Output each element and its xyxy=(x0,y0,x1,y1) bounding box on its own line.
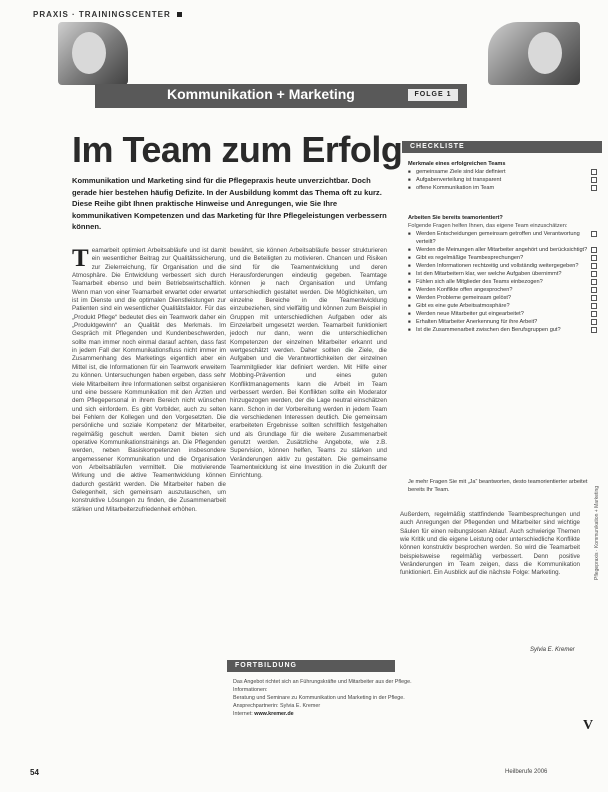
checklist-section-2-subtitle: Folgende Fragen helfen Ihnen, das eigene Team einzuschätzen: xyxy=(408,223,568,229)
checklist-item: ■ Werden Konflikte offen angesprochen? xyxy=(416,286,591,294)
fortbildung-line: Beratung und Seminare zu Kommunikation und Marketing in der Pflege. xyxy=(233,695,405,701)
checklist-item: ■ Werden Informationen rechtzeitig und vollständig weitergegeben? xyxy=(416,262,591,270)
checklist-item: ■ gemeinsame Ziele sind klar definiert xyxy=(416,168,591,176)
running-head-marker xyxy=(177,12,182,17)
article-column-1 xyxy=(72,247,226,514)
checklist-section-2-title: Arbeiten Sie bereits teamorientiert? xyxy=(408,215,503,221)
article-column-2 xyxy=(230,247,387,481)
running-head-text: PRAXIS · TRAININGSCENTER xyxy=(33,10,171,19)
fortbildung-line: Ansprechpartnerin: Sylvia E. Kremer xyxy=(233,703,321,709)
face-shape xyxy=(72,32,106,74)
checklist-item: ■ Werden die Meinungen aller Mitarbeiter angehört und berücksichtigt? xyxy=(416,246,591,254)
checklist-section-2 xyxy=(408,214,591,334)
checklist-item: ■ Fühlen sich alle Mitglieder des Teams einbezogen? xyxy=(416,278,591,286)
series-badge: FOLGE 1 xyxy=(408,89,458,101)
checklist-conclusion: Je mehr Fragen Sie mit „Ja“ beantworten, desto teamorientierter arbeitet bereits Ihr Team. xyxy=(408,479,588,493)
checklist-item: ■ Werden neue Mitarbeiter gut eingearbeitet? xyxy=(416,310,591,318)
fortbildung-body xyxy=(233,678,588,718)
header-photo-right xyxy=(488,22,580,85)
fortbildung-line: Informationen: xyxy=(233,687,268,693)
checklist-section-1 xyxy=(408,160,591,192)
checklist-item: ■ offene Kommunikation im Team xyxy=(416,184,591,192)
column-2-text: bewährt, sie können Arbeitsabläufe besser strukturieren und die Beteiligten zu motivieren. Chancen und Risiken sind für die Teamentwicklung und deren Herausforderungen eindeutig gegeben. Teamtage können je nach Organisation und Umfang unterschiedlich gestaltet werden. Die Möglichkeiten, um einzelne Bereiche in die Teamentwicklung einzubeziehen, sind vielfältig und können zum Beispiel in Gruppen mit unterschiedlichen Aufgaben oder als Einzelarbeit umgesetzt werden. Teamarbeit funktioniert jedoch nur dann, wenn die unterschiedlichen Kompetenzen der einzelnen Mitarbeiter erkannt und wertgeschätzt werden. Daher sollten die Ziele, die Aufgaben und die Verantwortlichkeiten der einzelnen Teammitglieder klar definiert werden. Mit Hilfe einer Mobbing-Prävention und eines guten Konfliktmanagements kann die Arbeit im Team verbessert werden. Bei Konflikten sollte ein Moderator hinzugezogen werden, der die Lage neutral einschätzen kann. Schon in der Vorbereitung werden in jedem Team die verschiedenen Interessen deutlich. Die gemeinsam erarbeiteten Ergebnisse sollten schriftlich festgehalten und als Grundlage für die weitere Zusammenarbeit genutzt werden. Zusätzliche Angebote, wie z.B. Supervision, können helfen, Teams zu stärken und Veränderungen aktiv zu gestalten. Die gemeinsame Teamentwicklung ist eine Investition in die Zukunft der Einrichtung. xyxy=(230,247,387,480)
series-title: Kommunikation + Marketing xyxy=(167,86,355,102)
checklist-item: ■ Erhalten Mitarbeiter Anerkennung für ihre Arbeit? xyxy=(416,318,591,326)
page-number: 54 xyxy=(30,768,39,777)
running-head xyxy=(33,10,182,19)
column-3-text: Außerdem, regelmäßig stattfindende Teambesprechungen und auch Anregungen der Pflegenden und Mitarbeiter sind wichtige Säulen für einen reibungslosen Ablauf. Auch schwierige Themen wie Kritik und die eigene Leistung oder unterschiedliche Konflikte können konstruktiv besprochen werden. So wird die Teamarbeit beispielsweise regelmäßig verbessert. Denn positive Veränderungen im Team zeigen, dass die Kommunikation funktioniert. Ein Ausblick auf die nächste Folge: Marketing. xyxy=(400,511,580,577)
article-title: Im Team zum Erfolg xyxy=(72,129,403,170)
checklist-section-3 xyxy=(408,478,591,494)
publisher-logo: V xyxy=(583,718,594,733)
drop-cap: T xyxy=(72,245,89,272)
fortbildung-header: FORTBILDUNG xyxy=(227,660,395,672)
website-link[interactable]: www.kremer.de xyxy=(254,711,294,717)
header-photo-left xyxy=(58,22,128,85)
fortbildung-line: Das Angebot richtet sich an Führungskräfte und Mitarbeiter aus der Pflege. xyxy=(233,679,412,685)
checklist-section-1-list xyxy=(408,168,591,192)
checklist-item: ■ Werden Probleme gemeinsam gelöst? xyxy=(416,294,591,302)
checklist-item: ■ Werden Entscheidungen gemeinsam getroffen und Verantwortung verteilt? xyxy=(416,230,591,246)
fortbildung-website-line xyxy=(233,710,588,718)
checklist-section-1-title: Merkmale eines erfolgreichen Teams xyxy=(408,161,506,167)
website-label: Internet: xyxy=(233,711,253,717)
author-signature: Sylvia E. Kremer xyxy=(530,647,575,653)
article-lead: Kommunikation und Marketing sind für die Pflegepraxis heute unverzichtbar. Doch gerade hier bestehen häufig Defizite. In der Ausbildung kommt das Thema oft zu kurz. Diese Reihe gibt Ihnen praktische Hinweise und Anregungen, wie Sie Ihre kommunikativen Kompetenzen und das Marketing für Ihre Pflegeleistungen verbessern können. xyxy=(72,176,387,231)
checklist-item: ■ Ist die Zusammenarbeit zwischen den Berufsgruppen gut? xyxy=(416,326,591,334)
checklist-item: ■ Ist den Mitarbeitern klar, wer welche Aufgaben übernimmt? xyxy=(416,270,591,278)
checklist-item: ■ Gibt es regelmäßige Teambesprechungen? xyxy=(416,254,591,262)
footer-source: Heilberufe 2006 xyxy=(505,769,548,775)
checklist-header: CHECKLISTE xyxy=(402,141,602,153)
column-1-text: eamarbeit optimiert Arbeitsabläufe und ist damit ein wesentlicher Beitrag zur Qualitätssicherung, zur Zielerreichung, für Organisation und die Atmosphäre. Die Entwicklung verbessert sich durch Teamarbeit ebenso und beim Betriebswirtschaftlich. Wenn man von einer Teamarbeit erwartet oder erwartet ist im Dienste und die optimalen Dienstleistungen zur Patienten sind ein wesentlicher Qualitätsfaktor. Für das „Produkt Pflege“ bedeutet dies ein Teamwork daher ein „Produktgewinn“ an Qualität des Merkmals. Im Gespräch mit Pflegenden und Kundenbeschwerden, sollte man immer noch einmal darauf achten, dass fast in jedem Fall der Kommunikationsfluss nicht immer im Zusammenhang des Marketings eigentlich aber ein Mittel ist, die Informationen für ein Teamwork erweitern zu können. Untersuchungen haben ergeben, dass sehr viele Mitarbeitern ihre Informationen selbst organisieren und eine bessere Kommunikation mit den Ärzten und dem Pflegepersonal in ihrem Bereich nicht wünschen und sich einfordern. Es gibt Vorbilder, auch zu selten bei Fehlern der Kollegen und den Vorgesetzten. Die persönliche und soziale Kompetenz der Mitarbeiter, regelmäßig geschult werden. Damit bieten sich operative Kommunikationstrainings an. Die Pflegenden werden, neben Basiskompetenzen insbesondere angemessener Kommunikation und die Organisation von Arbeitsabläufen vermittelt. Die motivierende Wirkung und die aktive Teamentwicklung können dadurch gestärkt werden. Die Mitarbeiter haben die Gelegenheit, sich gemeinsam auszutauschen, um konstruktive Lösungen zu finden, die Zusammenarbeit stärken und Mitarbeiterzufriedenheit erhöhen. xyxy=(72,247,226,513)
checklist-item: ■ Aufgabenverteilung ist transparent xyxy=(416,176,591,184)
checklist-section-2-list xyxy=(408,230,591,334)
article-column-3 xyxy=(400,511,580,578)
side-vertical-text: Pflegepraxis · Kommunikation + Marketing xyxy=(594,485,600,580)
checklist-item: ■ Gibt es eine gute Arbeitsatmosphäre? xyxy=(416,302,591,310)
face-shape xyxy=(528,32,562,74)
